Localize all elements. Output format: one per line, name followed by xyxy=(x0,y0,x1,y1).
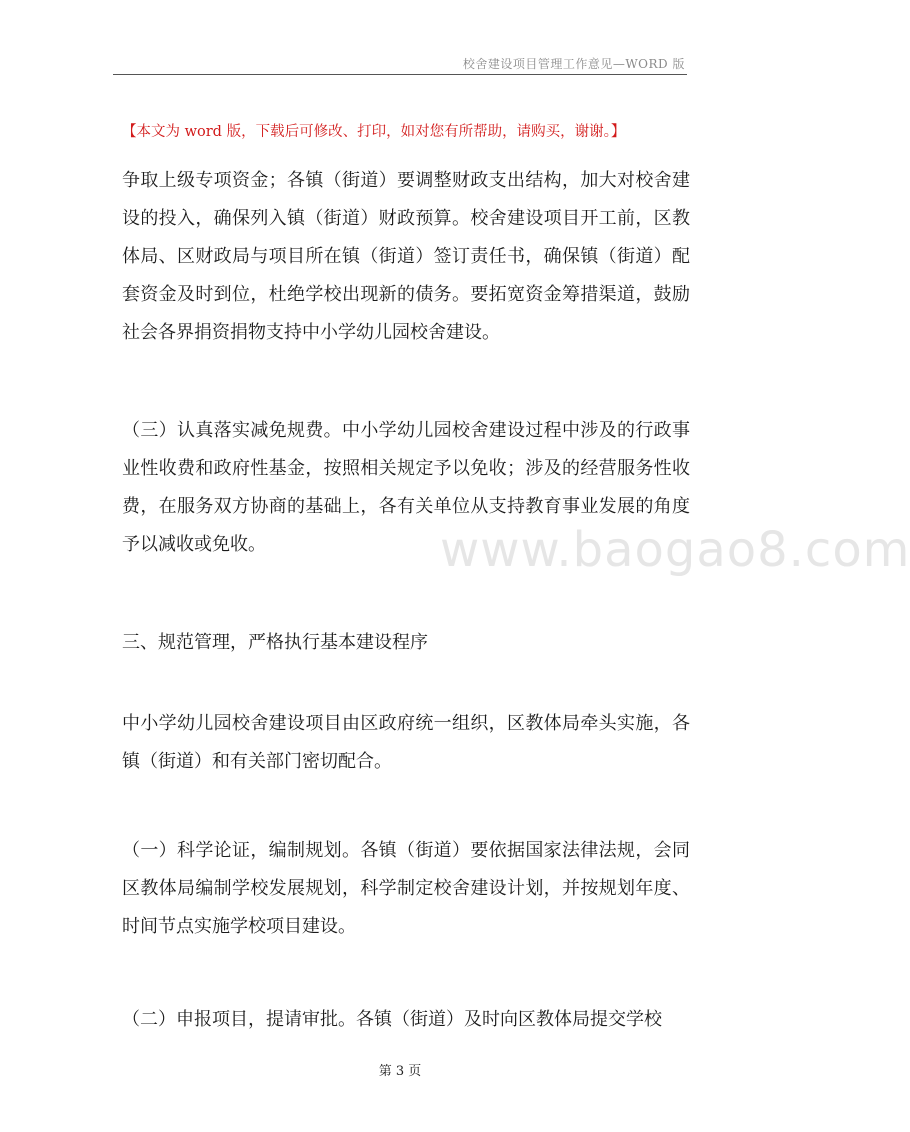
watermark: www.baogao8.com xyxy=(440,522,910,578)
body-paragraph-organization: 中小学幼儿园校舍建设项目由区政府统一组织，区教体局牵头实施，各镇（街道）和有关部门密切配合。 xyxy=(122,713,690,772)
download-notice: 【本文为 word 版，下载后可修改、打印，如对您有所帮助，请购买，谢谢。】 xyxy=(122,124,626,140)
body-paragraph-planning: （一）科学论证，编制规划。各镇（街道）要依据国家法律法规，会同区教体局编制学校发展规划，科学制定校舍建设计划，并按规划年度、时间节点实施学校项目建设。 xyxy=(122,840,690,937)
body-paragraph-fee-reduction: （三）认真落实减免规费。中小学幼儿园校舍建设过程中涉及的行政事业性收费和政府性基金，按照相关规定予以免收；涉及的经营服务性收费，在服务双方协商的基础上，各有关单位从支持教育事业发展的角度予以减收或免收。 xyxy=(122,420,690,555)
body-paragraph-funding: 争取上级专项资金；各镇（街道）要调整财政支出结构，加大对校舍建设的投入，确保列入镇（街道）财政预算。校舍建设项目开工前，区教体局、区财政局与项目所在镇（街道）签订责任书，确保镇（街道）配套资金及时到位，杜绝学校出现新的债务。要拓宽资金筹措渠道，鼓励社会各界捐资捐物支持中小学幼儿园校舍建设。 xyxy=(122,170,690,343)
header-divider xyxy=(113,74,687,75)
document-header-title: 校舍建设项目管理工作意见—WORD 版 xyxy=(462,57,685,71)
body-paragraph-approval: （二）申报项目，提请审批。各镇（街道）及时向区教体局提交学校 xyxy=(122,1009,662,1030)
page-number: 第 3 页 xyxy=(378,1064,422,1079)
section-heading-management: 三、规范管理，严格执行基本建设程序 xyxy=(122,632,428,653)
